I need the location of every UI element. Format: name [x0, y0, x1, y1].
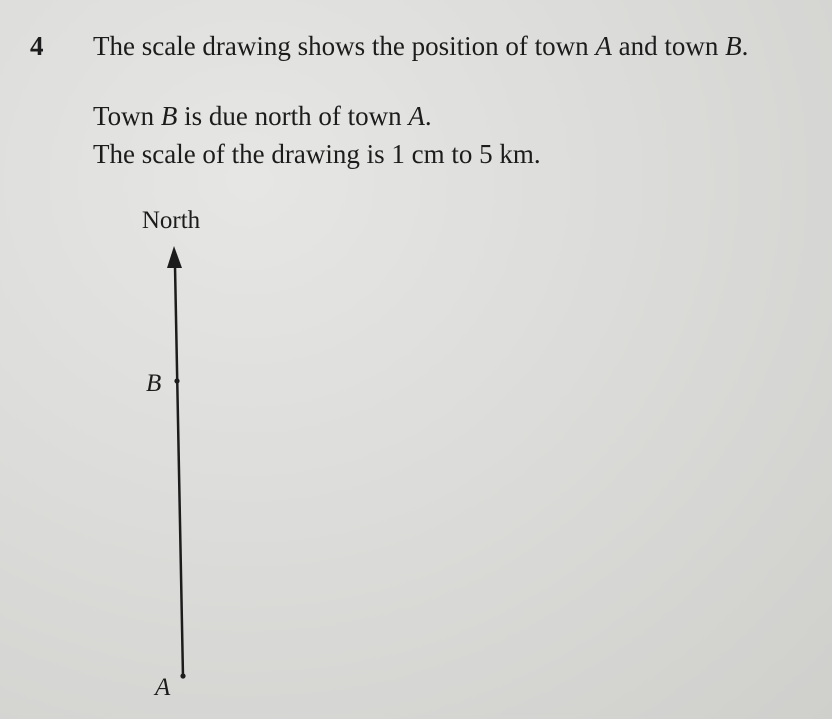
line1-text-c: .: [741, 31, 749, 61]
line1-town-b: B: [725, 31, 742, 61]
line2-text-b: is due north of town: [177, 101, 409, 131]
line2-town-a: A: [408, 101, 425, 131]
line2-text-a: Town: [93, 101, 161, 131]
point-b-label: B: [146, 370, 162, 397]
north-arrowhead: [167, 246, 182, 268]
north-label: North: [141, 207, 201, 234]
line1-text-b: and town: [611, 31, 726, 61]
question-line-3: The scale of the drawing is 1 cm to 5 km.: [93, 139, 541, 169]
point-a: [180, 673, 185, 678]
point-a-label: A: [155, 674, 171, 701]
point-b: [174, 378, 179, 383]
line1-text-a: The scale drawing shows the position of town: [93, 31, 596, 61]
question-number: 4: [30, 31, 44, 61]
north-line: [175, 266, 183, 677]
line2-text-c: .: [424, 101, 432, 131]
line2-town-b: B: [160, 101, 178, 131]
line1-town-a: A: [595, 31, 612, 61]
